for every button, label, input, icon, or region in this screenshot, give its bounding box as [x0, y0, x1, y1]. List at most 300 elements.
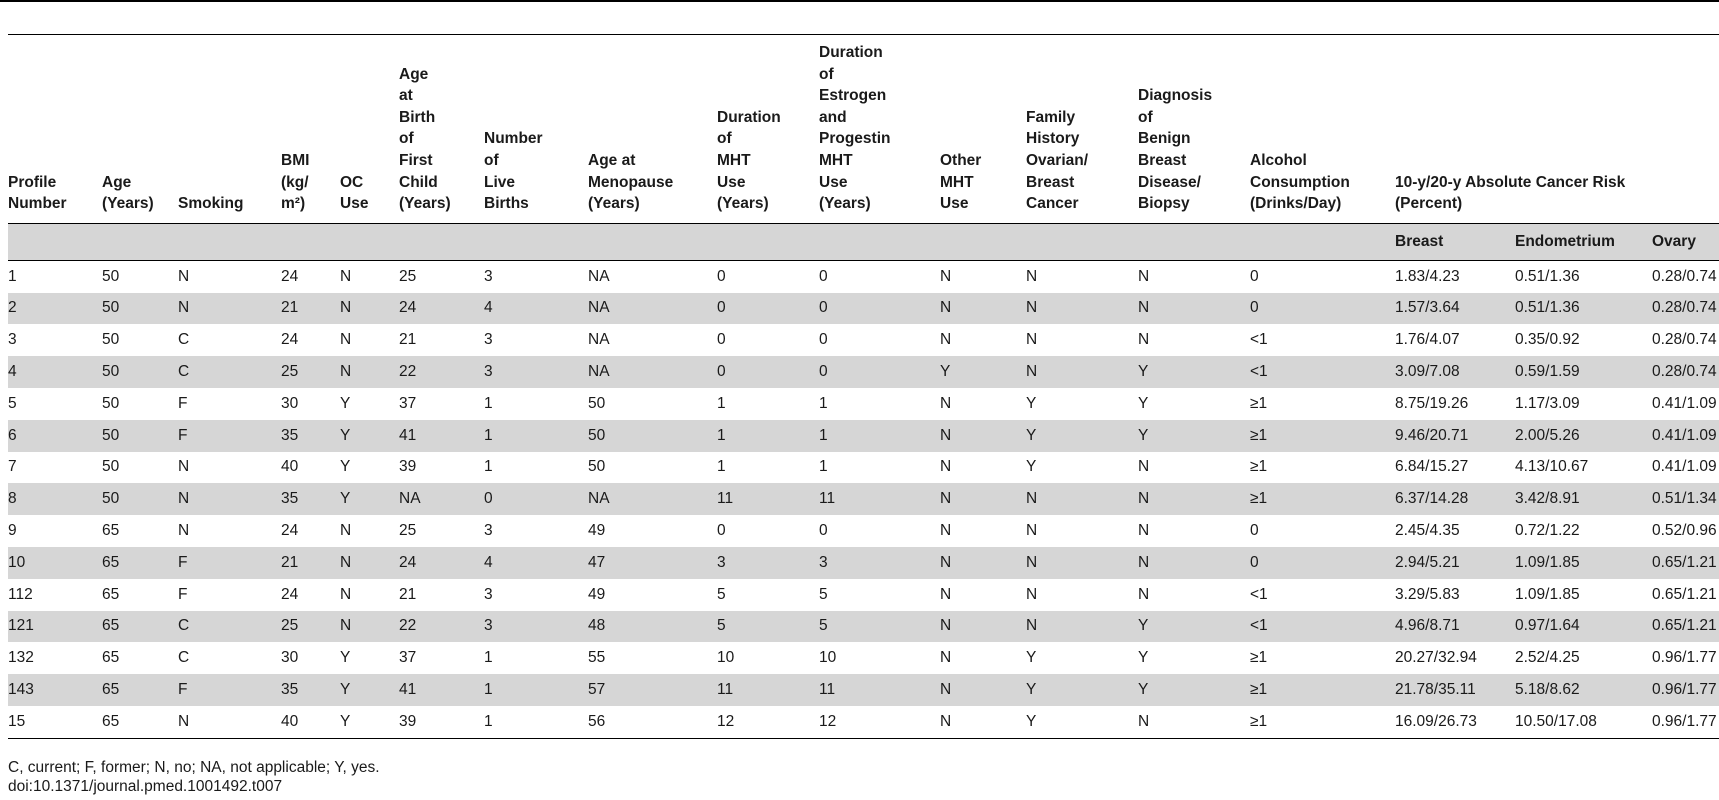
table-cell: Y: [1026, 674, 1138, 706]
col-duration-ep: [819, 42, 940, 223]
table-cell: N: [940, 547, 1026, 579]
table-cell: 50: [102, 483, 178, 515]
header-line: (Years): [819, 195, 871, 213]
table-cell: 10: [8, 547, 102, 579]
header-line: Other: [940, 151, 982, 169]
table-cell: N: [940, 331, 952, 349]
table-cell: 37: [399, 394, 417, 412]
table-cell: F: [178, 394, 188, 412]
table-cell: N: [1138, 331, 1150, 349]
header-line: Menopause: [588, 173, 674, 191]
table-cell: 50: [102, 394, 120, 412]
header-line: of: [1138, 108, 1153, 126]
header-line: Estrogen: [819, 87, 887, 105]
header-line: MHT: [717, 151, 751, 169]
table-cell: 65: [102, 706, 178, 738]
col-benign-breast: [1138, 42, 1250, 223]
table-cell: N: [1138, 706, 1250, 738]
table-cell: 65: [102, 611, 178, 643]
table-cell: N: [178, 293, 281, 325]
header-line: Profile: [8, 173, 57, 191]
table-row: [8, 260, 1719, 292]
table-cell: 2.94/5.21: [1395, 547, 1515, 579]
table-cell: 50: [102, 356, 178, 388]
table-cell: Y: [340, 649, 351, 667]
table-cell: 4: [484, 293, 588, 325]
table-cell: Y: [340, 674, 399, 706]
table-cell: 0: [1250, 267, 1259, 285]
table-cell: 5: [819, 611, 940, 643]
table-cell: F: [178, 674, 281, 706]
table-cell: N: [940, 649, 952, 667]
table-cell: NA: [399, 483, 484, 515]
table-cell: Y: [340, 483, 399, 515]
table-cell: <1: [1250, 585, 1268, 603]
table-cell: 0.41/1.09: [1652, 420, 1719, 452]
header-line: at: [399, 87, 413, 105]
table-cell: 10: [717, 649, 735, 667]
col-age: [102, 42, 178, 223]
header-line: (Drinks/Day): [1250, 195, 1342, 213]
table-cell: N: [178, 483, 281, 515]
table-cell: N: [1026, 585, 1038, 603]
table-cell: C: [178, 356, 281, 388]
header-line: History: [1026, 130, 1080, 148]
table-cell: 3: [484, 585, 493, 603]
table-cell: ≥1: [1250, 706, 1395, 738]
table-cell: N: [340, 293, 399, 325]
table-cell: ≥1: [1250, 649, 1268, 667]
table-cell: Y: [1138, 420, 1250, 452]
table-cell: 0.51/1.34: [1652, 483, 1719, 515]
table-cell: ≥1: [1250, 483, 1395, 515]
table-cell: Y: [1138, 611, 1250, 643]
subheader-row: [8, 223, 1719, 260]
table-cell: 1: [484, 706, 588, 738]
table-cell: 1.17/3.09: [1515, 394, 1580, 412]
table-cell: 39: [399, 458, 417, 476]
table-cell: 65: [102, 585, 120, 603]
table-cell: 5.18/8.62: [1515, 674, 1652, 706]
table-cell: Y: [1138, 649, 1149, 667]
table-cell: 3.09/7.08: [1395, 356, 1515, 388]
table-cell: 12: [819, 706, 940, 738]
table-row: [8, 483, 1719, 515]
table-row: [8, 515, 1719, 547]
table-row: [8, 547, 1719, 579]
table-cell: 3: [484, 331, 493, 349]
table-cell: N: [940, 522, 952, 540]
table-cell: F: [178, 585, 188, 603]
header-line: Consumption: [1250, 173, 1350, 191]
table-cell: 5: [717, 611, 819, 643]
table-cell: ≥1: [1250, 458, 1268, 476]
table-cell: 40: [281, 706, 340, 738]
table-cell: 143: [8, 674, 102, 706]
table-cell: 55: [588, 649, 606, 667]
header-line: Smoking: [178, 195, 244, 213]
table-cell: N: [340, 547, 399, 579]
table-cell: 56: [588, 706, 717, 738]
table-cell: 0.97/1.64: [1515, 611, 1652, 643]
table-cell: 3: [484, 356, 588, 388]
table-cell: N: [940, 420, 1026, 452]
table-cell: 1.09/1.85: [1515, 547, 1652, 579]
table-cell: N: [1026, 267, 1038, 285]
header-line: Breast: [1138, 151, 1187, 169]
table-cell: 0.65/1.21: [1652, 611, 1719, 643]
table-cell: N: [1026, 331, 1038, 349]
table-cell: NA: [588, 331, 610, 349]
header-line: Age at: [588, 151, 636, 169]
table-cell: 0: [819, 267, 828, 285]
table-cell: 41: [399, 420, 484, 452]
table-cell: 3: [484, 522, 493, 540]
table-cell: Y: [940, 356, 1026, 388]
table-cell: 50: [102, 331, 120, 349]
table-cell: 1: [819, 420, 940, 452]
table-cell: 0: [1250, 547, 1395, 579]
table-cell: 0: [1250, 293, 1395, 325]
table-cell: 1: [819, 394, 828, 412]
table-cell: 1: [8, 267, 17, 285]
table-cell: 0.96/1.77: [1652, 706, 1719, 738]
table-cell: 4.96/8.71: [1395, 611, 1515, 643]
table-cell: Y: [1138, 674, 1250, 706]
table-cell: <1: [1250, 331, 1268, 349]
header-line: Benign: [1138, 130, 1191, 148]
table-cell: 24: [399, 293, 484, 325]
col-bmi: [281, 42, 340, 223]
table-cell: 2.00/5.26: [1515, 420, 1652, 452]
table-cell: N: [940, 611, 1026, 643]
header-line: Age: [102, 173, 132, 191]
table-cell: 35: [281, 483, 340, 515]
table-cell: 0.51/1.36: [1515, 293, 1652, 325]
table-cell: 50: [588, 420, 717, 452]
table-cell: 30: [281, 649, 299, 667]
header-line: BMI: [281, 151, 310, 169]
table-cell: C: [178, 649, 190, 667]
table-cell: 40: [281, 458, 299, 476]
header-line: (Percent): [1395, 195, 1463, 213]
header-line: Use: [340, 195, 369, 213]
table-cell: 112: [8, 585, 33, 603]
table-cell: N: [1138, 293, 1250, 325]
table-cell: 0: [717, 522, 726, 540]
table-cell: 4.13/10.67: [1515, 458, 1589, 476]
header-line: Biopsy: [1138, 195, 1190, 213]
header-line: Use: [717, 173, 746, 191]
table-cell: N: [940, 483, 1026, 515]
header-line: Diagnosis: [1138, 87, 1213, 105]
table-cell: 41: [399, 674, 484, 706]
table-cell: 1.83/4.23: [1395, 267, 1460, 285]
table-cell: 0: [819, 356, 940, 388]
table-cell: 11: [819, 483, 940, 515]
col-breast: Breast: [1395, 223, 1515, 260]
table-cell: 65: [102, 547, 178, 579]
table-cell: N: [1138, 547, 1250, 579]
table-cell: Y: [340, 420, 399, 452]
header-line: First: [399, 151, 433, 169]
table-cell: Y: [1026, 706, 1138, 738]
header-line: (Years): [588, 195, 640, 213]
table-cell: 0: [484, 483, 588, 515]
table-cell: Y: [340, 706, 399, 738]
table-cell: N: [340, 585, 352, 603]
table-cell: 0.51/1.36: [1515, 267, 1580, 285]
table-row: [8, 579, 1719, 611]
table-row: [8, 452, 1719, 484]
table-cell: 3.42/8.91: [1515, 483, 1652, 515]
table-cell: Y: [1026, 649, 1037, 667]
table-cell: 25: [399, 267, 417, 285]
table-cell: 2.52/4.25: [1515, 649, 1580, 667]
header-line: (Years): [717, 195, 769, 213]
col-age-first-birth: [399, 42, 484, 223]
col-profile-number: [8, 42, 102, 223]
table-cell: N: [1138, 458, 1150, 476]
table-cell: 0.96/1.77: [1652, 674, 1719, 706]
table-cell: 0.41/1.09: [1652, 458, 1717, 476]
table-cell: 11: [819, 674, 940, 706]
table-cell: 132: [8, 649, 34, 667]
table-cell: Y: [1026, 394, 1037, 412]
table-cell: 24: [281, 267, 299, 285]
table-cell: 3: [484, 611, 588, 643]
table-cell: NA: [588, 356, 717, 388]
table-cell: N: [1138, 483, 1250, 515]
table-cell: 50: [102, 420, 178, 452]
header-line: 10-y/20-y Absolute Cancer Risk: [1395, 173, 1626, 191]
header-line: Family: [1026, 108, 1076, 126]
table-cell: C: [178, 611, 281, 643]
header-line: m²): [281, 195, 306, 213]
table-cell: 0.28/0.74: [1652, 293, 1719, 325]
table-cell: 50: [102, 267, 120, 285]
table-cell: 21: [281, 293, 340, 325]
table-cell: 1: [717, 420, 819, 452]
table-cell: 50: [588, 458, 606, 476]
table-cell: N: [1138, 585, 1150, 603]
table-cell: 1: [484, 458, 493, 476]
table-cell: 57: [588, 674, 717, 706]
header-line: Use: [819, 173, 848, 191]
table-cell: Y: [340, 394, 351, 412]
subheader-spacer: [8, 223, 1395, 260]
header-line: of: [717, 130, 732, 148]
table-cell: 5: [717, 585, 726, 603]
table-cell: 25: [399, 522, 417, 540]
table-cell: 121: [8, 611, 102, 643]
table-cell: 3: [8, 331, 17, 349]
header-line: Number: [8, 195, 67, 213]
table-cell: 1: [484, 420, 588, 452]
table-cell: 6.84/15.27: [1395, 458, 1469, 476]
table-cell: N: [1026, 293, 1138, 325]
table-cell: 0.96/1.77: [1652, 649, 1717, 667]
table-cell: 0.65/1.21: [1652, 585, 1717, 603]
table-cell: 6: [8, 420, 102, 452]
table-cell: N: [1026, 483, 1138, 515]
table-cell: 50: [588, 394, 606, 412]
table-cell: NA: [588, 293, 717, 325]
table-cell: 1: [484, 649, 493, 667]
table-cell: F: [178, 420, 281, 452]
header-line: Age: [399, 65, 429, 83]
table-row: [8, 324, 1719, 356]
col-smoking: [178, 42, 281, 223]
table-cell: 0: [1250, 522, 1259, 540]
table-cell: 65: [102, 674, 178, 706]
table-cell: 1: [819, 458, 828, 476]
table-row: [8, 706, 1719, 738]
header-line: MHT: [819, 151, 853, 169]
table-cell: 21.78/35.11: [1395, 674, 1515, 706]
table-cell: 11: [717, 674, 819, 706]
table-cell: 0: [717, 293, 819, 325]
table-cell: 24: [281, 331, 299, 349]
header-line: Birth: [399, 108, 436, 126]
table-cell: NA: [588, 483, 717, 515]
col-duration-mht: [717, 42, 819, 223]
table-cell: 65: [102, 522, 120, 540]
table-cell: 0.35/0.92: [1515, 331, 1580, 349]
table-cell: 7: [8, 458, 17, 476]
table-cell: 0.59/1.59: [1515, 356, 1652, 388]
header-row: [8, 42, 1719, 223]
table-cell: 24: [399, 547, 484, 579]
table-cell: 5: [819, 585, 828, 603]
table-row: [8, 611, 1719, 643]
table-cell: 50: [102, 458, 120, 476]
header-line: Cancer: [1026, 195, 1079, 213]
header-line: Progestin: [819, 130, 891, 148]
header-line: Ovarian/: [1026, 151, 1089, 169]
table-cell: 0.65/1.21: [1652, 547, 1719, 579]
table-cell: 0: [819, 331, 828, 349]
table-row: [8, 420, 1719, 452]
header-line: of: [484, 151, 499, 169]
header-line: of: [399, 130, 414, 148]
table-cell: N: [940, 293, 1026, 325]
table-cell: 0.28/0.74: [1652, 331, 1717, 349]
header-line: Duration: [717, 108, 781, 126]
table-cell: N: [1138, 267, 1150, 285]
table-cell: N: [940, 394, 952, 412]
table-cell: Y: [1138, 394, 1149, 412]
table-cell: N: [940, 267, 952, 285]
table-cell: ≥1: [1250, 420, 1395, 452]
header-line: Use: [940, 195, 969, 213]
table-row: [8, 356, 1719, 388]
table-cell: 20.27/32.94: [1395, 649, 1477, 667]
table-cell: 25: [281, 611, 340, 643]
table-cell: N: [1026, 356, 1138, 388]
table-cell: 25: [281, 356, 340, 388]
table-cell: 65: [102, 649, 120, 667]
table-cell: N: [340, 611, 399, 643]
table-row: [8, 674, 1719, 706]
table-cell: 12: [717, 706, 819, 738]
table-cell: N: [178, 267, 190, 285]
table-cell: 10.50/17.08: [1515, 706, 1652, 738]
table-cell: 0.72/1.22: [1515, 522, 1580, 540]
table-cell: N: [940, 585, 952, 603]
table-cell: 1: [717, 394, 726, 412]
table-cell: 10: [819, 649, 837, 667]
header-line: Alcohol: [1250, 151, 1307, 169]
table-cell: 1.57/3.64: [1395, 293, 1515, 325]
table-cell: 1.76/4.07: [1395, 331, 1460, 349]
header-line: Breast: [1026, 173, 1075, 191]
table-cell: 0.41/1.09: [1652, 394, 1717, 412]
table-cell: 2.45/4.35: [1395, 522, 1460, 540]
table-cell: 2: [8, 293, 102, 325]
table-cell: ≥1: [1250, 394, 1268, 412]
header-line: MHT: [940, 173, 974, 191]
table-cell: 0.28/0.74: [1652, 356, 1719, 388]
table-cell: 48: [588, 611, 717, 643]
table-row: [8, 293, 1719, 325]
col-oc-use: [340, 42, 399, 223]
table-cell: 37: [399, 649, 417, 667]
table-cell: Y: [340, 458, 351, 476]
header-line: Disease/: [1138, 173, 1201, 191]
cancer-risk-table: [8, 42, 1719, 739]
header-rule: [8, 34, 1719, 35]
table-cell: 6.37/14.28: [1395, 483, 1515, 515]
table-cell: N: [1026, 611, 1138, 643]
table-cell: 1: [484, 394, 493, 412]
table-cell: N: [1026, 547, 1138, 579]
table-cell: 50: [102, 293, 178, 325]
col-other-mht: [940, 42, 1026, 223]
table-cell: N: [340, 522, 352, 540]
table-cell: 0.28/0.74: [1652, 267, 1717, 285]
table-cell: 0: [717, 331, 726, 349]
table-doi: doi:10.1371/journal.pmed.1001492.t007: [8, 778, 283, 795]
table-cell: 0: [819, 293, 940, 325]
table-cell: <1: [1250, 356, 1395, 388]
table-cell: 3: [484, 267, 493, 285]
table-cell: N: [940, 458, 952, 476]
table-cell: C: [178, 331, 190, 349]
table-cell: 8.75/19.26: [1395, 394, 1469, 412]
table-cell: Y: [1138, 356, 1250, 388]
table-cell: 8: [8, 483, 102, 515]
table-cell: 4: [484, 547, 588, 579]
header-line: Births: [484, 195, 529, 213]
table-cell: 1: [717, 458, 726, 476]
header-line: Duration: [819, 44, 883, 61]
table-cell: 16.09/26.73: [1395, 706, 1515, 738]
header-line: (Years): [102, 195, 154, 213]
col-absolute-risk: [1395, 42, 1719, 223]
table-cell: N: [1026, 522, 1038, 540]
table-cell: F: [178, 547, 281, 579]
table-cell: N: [178, 522, 190, 540]
table-cell: 35: [281, 420, 340, 452]
col-ovary: Ovary: [1652, 223, 1719, 260]
table-cell: 22: [399, 611, 484, 643]
header-line: (kg/: [281, 173, 309, 191]
table-cell: 0.52/0.96: [1652, 522, 1717, 540]
table-cell: 39: [399, 706, 484, 738]
table-cell: 0: [717, 356, 819, 388]
table-cell: 49: [588, 585, 606, 603]
